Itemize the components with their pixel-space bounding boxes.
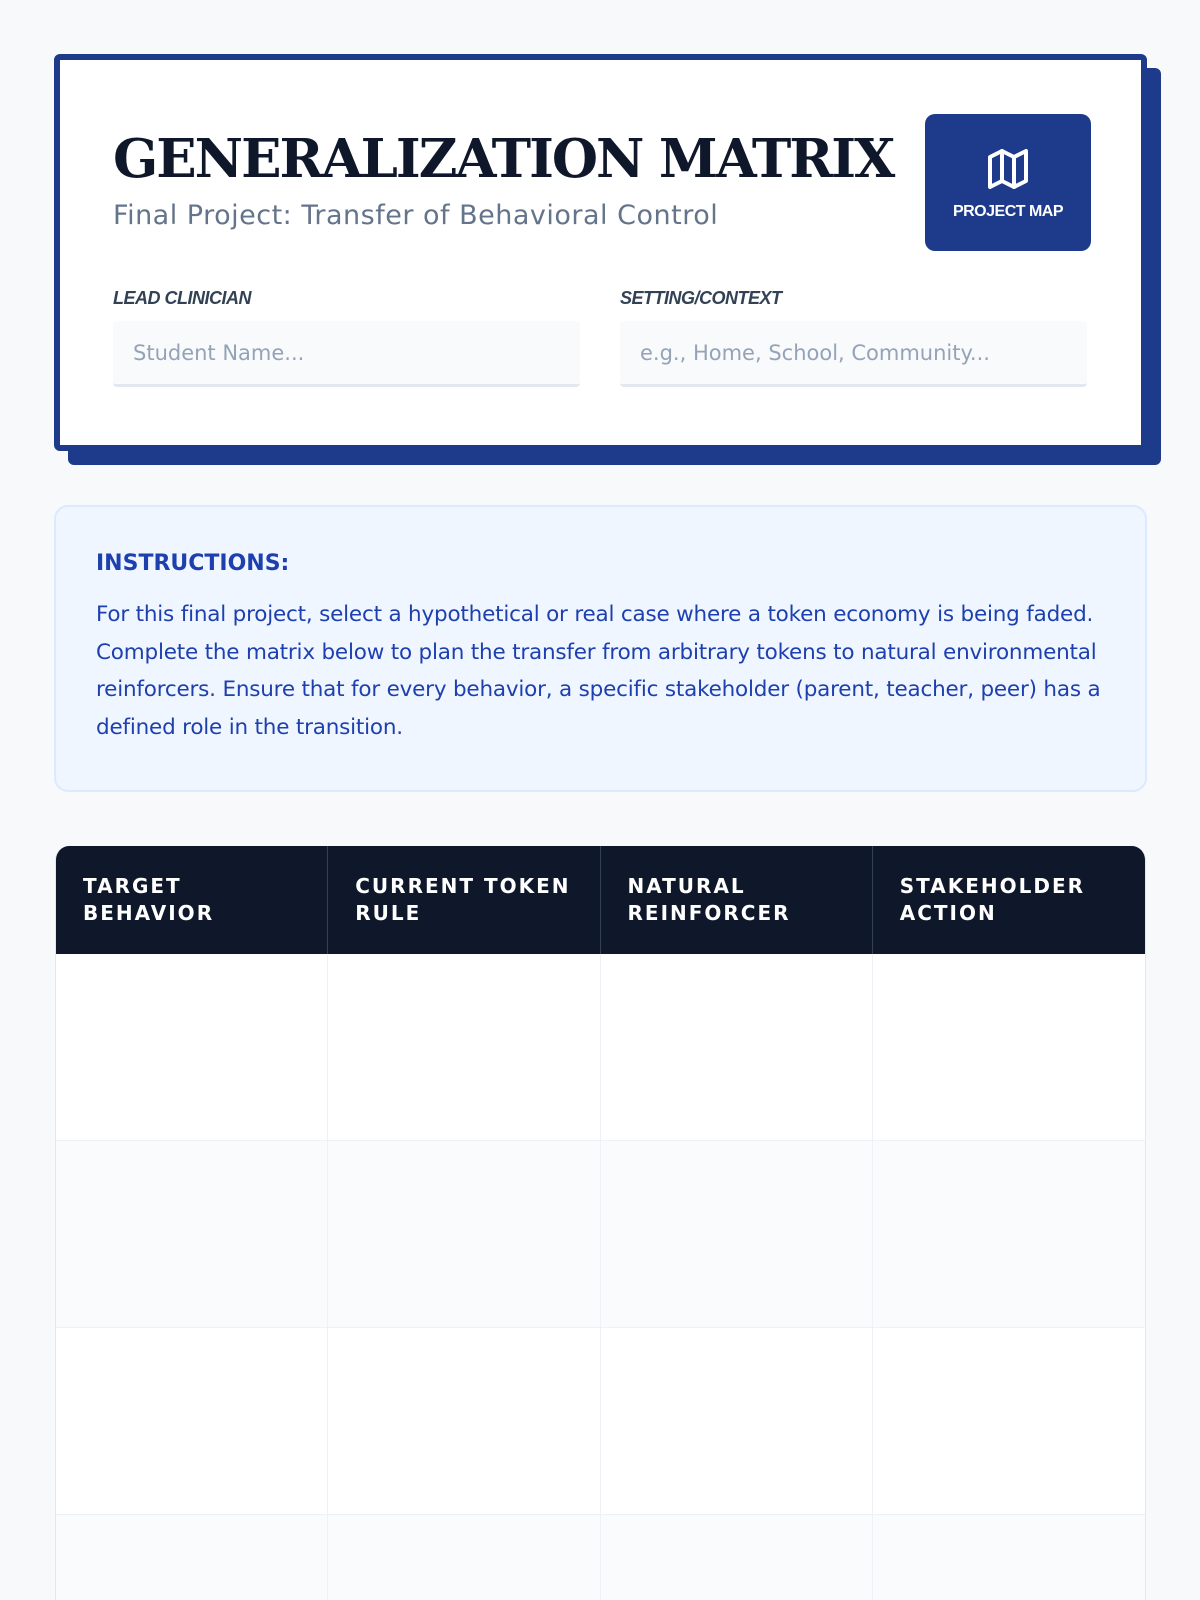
column-header-target-behavior: TARGET BEHAVIOR: [56, 846, 328, 954]
lead-clinician-label: LEAD CLINICIAN: [113, 288, 251, 308]
cell-current-token-rule[interactable]: [328, 1328, 600, 1515]
instructions-body: For this final project, select a hypothetical or real case where a token economy is being faded. Complete the matrix below to plan the transfer from arbitrary tokens to natural environmental reinforcers. Ensure that for every behavior, a specific stakeholder (parent, teacher, peer) has a defined role in the transition.: [96, 602, 1101, 740]
cell-stakeholder-action[interactable]: [873, 1141, 1145, 1328]
cell-natural-reinforcer[interactable]: [601, 1141, 873, 1328]
lead-clinician-group: [113, 288, 580, 387]
header-card: [54, 54, 1147, 451]
cell-target-behavior[interactable]: [56, 954, 328, 1141]
setting-context-input[interactable]: [620, 321, 1087, 387]
column-header-stakeholder-action: STAKEHOLDER ACTION: [873, 846, 1145, 954]
table-header-row: [56, 846, 1145, 954]
instructions-panel: [54, 505, 1147, 792]
page-subtitle: Final Project: Transfer of Behavioral Control: [113, 200, 719, 231]
cell-current-token-rule[interactable]: [328, 1515, 600, 1600]
cell-stakeholder-action[interactable]: [873, 1328, 1145, 1515]
cell-natural-reinforcer[interactable]: [601, 1328, 873, 1515]
table-row: [56, 1328, 1145, 1515]
cell-current-token-rule[interactable]: [328, 954, 600, 1141]
project-map-button[interactable]: [925, 114, 1091, 251]
table-row: [56, 1141, 1145, 1328]
table-row: [56, 1515, 1145, 1600]
cell-target-behavior[interactable]: [56, 1515, 328, 1600]
instructions-heading: INSTRUCTIONS:: [96, 551, 290, 576]
column-header-natural-reinforcer: NATURAL REINFORCER: [601, 846, 873, 954]
cell-target-behavior[interactable]: [56, 1141, 328, 1328]
table-row: [56, 954, 1145, 1141]
map-icon: [984, 145, 1032, 193]
cell-natural-reinforcer[interactable]: [601, 954, 873, 1141]
setting-context-group: [620, 288, 1087, 387]
generalization-matrix-table: [55, 846, 1146, 1600]
cell-natural-reinforcer[interactable]: [601, 1515, 873, 1600]
page-title: GENERALIZATION MATRIX: [113, 128, 894, 190]
project-map-label: PROJECT MAP: [952, 202, 1064, 220]
cell-target-behavior[interactable]: [56, 1328, 328, 1515]
cell-stakeholder-action[interactable]: [873, 954, 1145, 1141]
setting-context-label: SETTING/CONTEXT: [620, 288, 782, 308]
cell-current-token-rule[interactable]: [328, 1141, 600, 1328]
column-header-current-token-rule: CURRENT TOKEN RULE: [328, 846, 600, 954]
cell-stakeholder-action[interactable]: [873, 1515, 1145, 1600]
lead-clinician-input[interactable]: [113, 321, 580, 387]
